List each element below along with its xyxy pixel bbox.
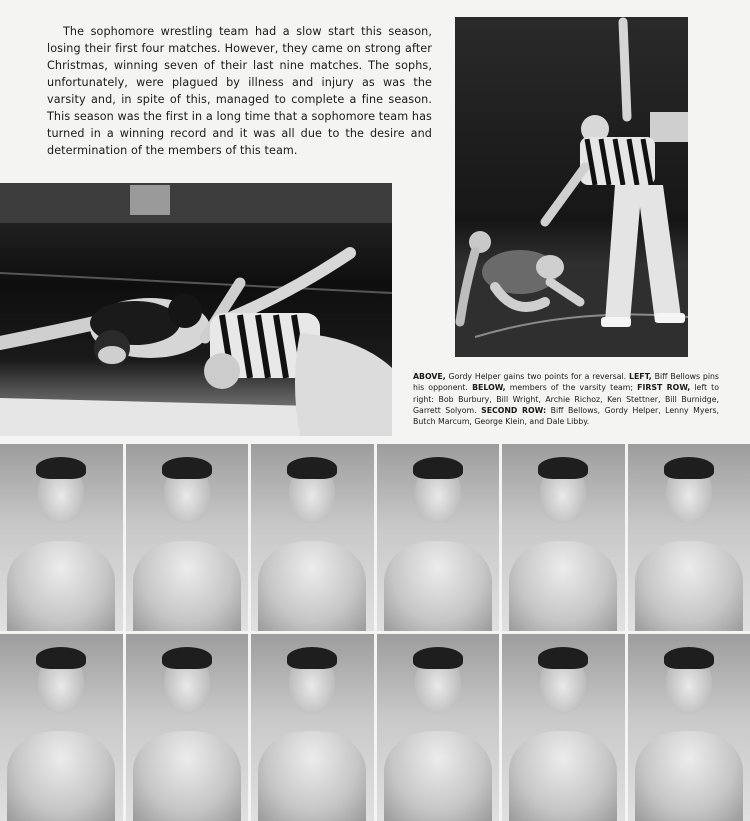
caption-above-label: ABOVE, xyxy=(413,371,446,381)
portrait-second-row-1 xyxy=(0,634,123,821)
caption-second-row-label: SECOND ROW: xyxy=(481,406,547,416)
intro-paragraph: The sophomore wrestling team had a slow start this season, losing their first four matches. However, they came on strong after Christmas, winning seven of their last nine matches. The sophs, unfortunately, were plagued by illness and injury as was the varsity and, in spite of this, managed to complete a fine season. This season was the first in a long time that a sophomore team has turned in a winning record and it was all due to the desire and determination of the members of this team. xyxy=(47,25,432,158)
biff-bellows-pin-photo xyxy=(0,183,392,436)
portrait-first-row-5 xyxy=(502,444,625,631)
portrait-first-row-2 xyxy=(126,444,249,631)
portrait-second-row-2 xyxy=(126,634,249,821)
caption-below-label: BELOW, xyxy=(472,383,506,393)
referee-reversal-photo xyxy=(455,17,688,357)
caption-left-text: Biff Bellows pins his opponent. xyxy=(413,371,719,393)
portrait-first-row-3 xyxy=(251,444,374,631)
portrait-second-row-3 xyxy=(251,634,374,821)
caption-second-row-text: Biff Bellows, Gordy Helper, Lenny Myers, Butch Marcum, George Klein, and Dale Libby. xyxy=(413,406,719,427)
portrait-second-row-4 xyxy=(377,634,500,821)
pin-illustration xyxy=(0,183,392,436)
referee-reversal-illustration xyxy=(455,17,688,357)
portrait-second-row-6 xyxy=(628,634,750,821)
caption-below-text: members of the varsity team; xyxy=(505,383,638,393)
portrait-first-row-4 xyxy=(377,444,500,631)
portrait-first-row-6 xyxy=(628,444,750,631)
photo-caption xyxy=(413,371,719,428)
portrait-second-row-5 xyxy=(502,634,625,821)
caption-first-row-label: FIRST ROW, xyxy=(637,383,691,393)
caption-above-text: Gordy Helper gains two points for a reversal. xyxy=(445,371,629,381)
varsity-portrait-grid xyxy=(0,444,750,821)
portrait-first-row-1 xyxy=(0,444,123,631)
caption-left-label: LEFT, xyxy=(628,371,652,381)
caption-first-row-text: left to right: Bob Burbury, Bill Wright, Archie Richoz, Ken Stettner, Bill Burnidge, Garrett Solyom. xyxy=(413,383,719,416)
